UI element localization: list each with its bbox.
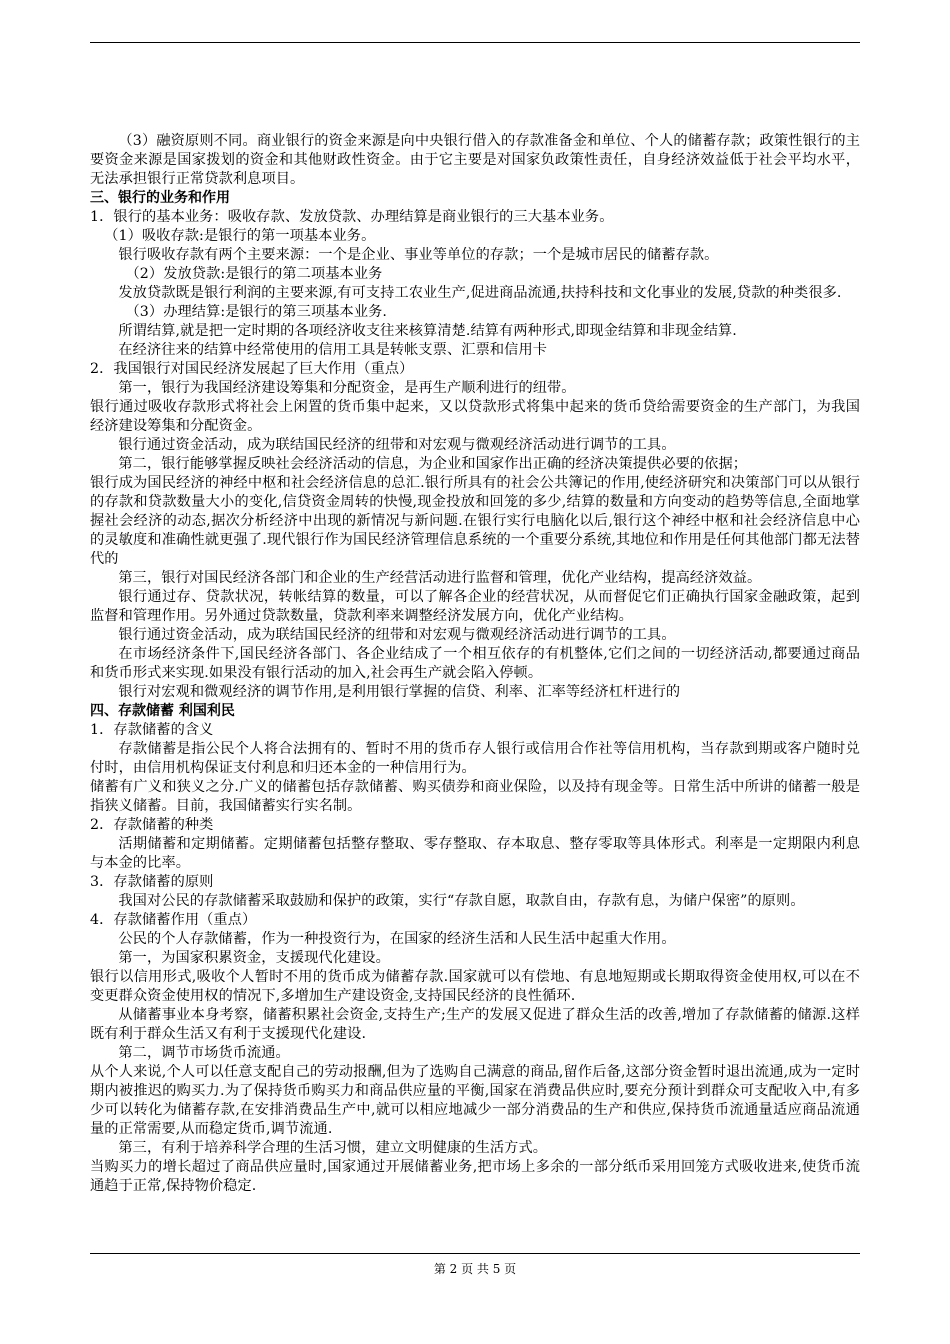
paragraph: 从储蓄事业本身考察，储蓄积累社会资金,支持生产;生产的发展又促进了群众生活的改善,增加了存款储蓄的储源.这样既有利于群众生活又有利于支援现代化建设. xyxy=(90,1007,860,1042)
paragraph: 银行通过吸收存款形式将社会上闲置的货币集中起来，又以贷款形式将集中起来的货币贷给需要资金的生产部门，为我国经济建设筹集和分配资金。 xyxy=(90,399,860,434)
section-heading: 三、银行的业务和作用 xyxy=(90,190,230,206)
paragraph: 第二，银行能够掌握反映社会经济活动的信息，为企业和国家作出正确的经济决策提供必要的依据； xyxy=(118,456,748,472)
paragraph: 第三，有利于培养科学合理的生活习惯，建立文明健康的生活方式。 xyxy=(118,1140,548,1156)
paragraph: 银行通过资金活动，成为联结国民经济的纽带和对宏观与微观经济活动进行调节的工具。 xyxy=(118,437,676,453)
paragraph: 1．银行的基本业务：吸收存款、发放贷款、办理结算是商业银行的三大基本业务。 xyxy=(90,209,614,225)
paragraph: 1．存款储蓄的含义 xyxy=(90,722,214,738)
paragraph: 第一，为国家积累资金，支援现代化建设。 xyxy=(118,950,390,966)
paragraph: 银行成为国民经济的神经中枢和社会经济信息的总汇.银行所具有的社会公共簿记的作用,使经济研究和决策部门可以从银行的存款和贷款数量大小的变化,信贷资金周转的快慢,现金投放和回笼的多少,结算的数量和方向变动的趋势等信息,全面地掌握社会经济的动态,据次分析经济中出现的新情况与新问题.在银行实行电脑化以后,银行这个神经中枢和社会经济信息中心的灵敏度和准确性就更强了.现代银行作为国民经济管理信息系统的一个重要分系统,其地位和作用是任何其他部门都无法替代的 xyxy=(90,475,860,567)
paragraph: （3）融资原则不同。商业银行的资金来源是向中央银行借入的存款准备金和单位、个人的储蓄存款；政策性银行的主要资金来源是国家拨划的资金和其他财政性资金。由于它主要是对国家负政策性责任，自身经济效益低于社会平均水平，无法承担银行正常贷款利息项目。 xyxy=(90,133,860,187)
paragraph: （1）吸收存款:是银行的第一项基本业务。 xyxy=(104,228,376,244)
paragraph: 银行对宏观和微观经济的调节作用,是利用银行掌握的信贷、利率、汇率等经济杠杆进行的 xyxy=(118,684,681,700)
header-rule xyxy=(90,42,860,43)
paragraph: 所谓结算,就是把一定时期的各项经济收支往来核算清楚.结算有两种形式,即现金结算和非现金结算. xyxy=(118,323,737,339)
paragraph: （2）发放贷款:是银行的第二项基本业务 xyxy=(125,266,383,282)
footer-rule xyxy=(90,1253,860,1254)
paragraph: 2．我国银行对国民经济发展起了巨大作用（重点） xyxy=(90,361,414,377)
section-heading: 四、存款储蓄 利国利民 xyxy=(90,703,235,719)
paragraph: 第三，银行对国民经济各部门和企业的生产经营活动进行监督和管理，优化产业结构，提高经济效益。 xyxy=(118,570,762,586)
paragraph: 第二，调节市场货币流通。 xyxy=(118,1045,290,1061)
paragraph: 活期储蓄和定期储蓄。定期储蓄包括整存整取、零存整取、存本取息、整存零取等具体形式。利率是一定期限内利息与本金的比率。 xyxy=(90,836,860,871)
paragraph: 2．存款储蓄的种类 xyxy=(90,817,214,833)
paragraph: 从个人来说,个人可以任意支配自己的劳动报酬,但为了选购自己满意的商品,留作后备,这部分资金暂时退出流通,成为一定时期内被推迟的购买力.为了保持货币购买力和商品供应量的平衡,国家在消费品供应时,要充分预计到群众可支配收入中,有多少可以转化为储蓄存款,在安排消费品生产中,就可以相应地减少一部分消费品的生产和供应,保持货币流通量适应商品流通量的正常需要,从而稳定货币,调节流通. xyxy=(90,1064,860,1137)
paragraph: （3）办理结算:是银行的第三项基本业务. xyxy=(125,304,388,320)
paragraph: 当购买力的增长超过了商品供应量时,国家通过开展储蓄业务,把市场上多余的一部分纸币采用回笼方式吸收进来,使货币流通趋于正常,保持物价稳定. xyxy=(90,1159,860,1194)
paragraph: 存款储蓄是指公民个人将合法拥有的、暂时不用的货币存人银行或信用合作社等信用机构，当存款到期或客户随时兑付时，由信用机构保证支付利息和归还本金的一种信用行为。 xyxy=(90,741,860,776)
paragraph: 银行以信用形式,吸收个人暂时不用的货币成为储蓄存款.国家就可以有偿地、有息地短期或长期取得资金使用权,可以在不变更群众资金使用权的情况下,多增加生产建设资金,支持国民经济的良性循环. xyxy=(90,969,860,1004)
paragraph: 在经济往来的结算中经常使用的信用工具是转帐支票、汇票和信用卡 xyxy=(118,342,548,358)
paragraph: 银行吸收存款有两个主要来源：一个是企业、事业等单位的存款；一个是城市居民的储蓄存款。 xyxy=(118,247,719,263)
paragraph: 储蓄有广义和狭义之分.广义的储蓄包括存款储蓄、购买债券和商业保险，以及持有现金等。日常生活中所讲的储蓄一般是指狭义储蓄。目前，我国储蓄实行实名制。 xyxy=(90,779,860,814)
document-body xyxy=(90,132,860,1196)
paragraph: 银行通过资金活动，成为联结国民经济的纽带和对宏观与微观经济活动进行调节的工具。 xyxy=(118,627,676,643)
paragraph: 我国对公民的存款储蓄采取鼓励和保护的政策，实行“存款自愿，取款自由，存款有息，为储户保密”的原则。 xyxy=(118,893,805,909)
paragraph: 公民的个人存款储蓄，作为一种投资行为，在国家的经济生活和人民生活中起重大作用。 xyxy=(118,931,676,947)
paragraph: 银行通过存、贷款状况，转帐结算的数量，可以了解各企业的经营状况，从而督促它们正确执行国家金融政策，起到监督和管理作用。另外通过贷款数量，贷款利率来调整经济发展方向，优化产业结构。 xyxy=(90,589,860,624)
page-footer: 第 2 页 共 5 页 xyxy=(433,1262,517,1276)
paragraph: 发放贷款既是银行利润的主要来源,有可支持工农业生产,促进商品流通,扶持科技和文化事业的发展,贷款的种类很多. xyxy=(118,285,842,301)
paragraph: 4．存款储蓄作用（重点） xyxy=(90,912,257,928)
paragraph: 在市场经济条件下,国民经济各部门、各企业结成了一个相互依存的有机整体,它们之间的一切经济活动,都要通过商品和货币形式来实现.如果没有银行活动的加入,社会再生产就会陷入停顿。 xyxy=(90,646,860,681)
paragraph: 第一，银行为我国经济建设筹集和分配资金，是再生产顺利进行的纽带。 xyxy=(118,380,576,396)
paragraph: 3．存款储蓄的原则 xyxy=(90,874,214,890)
